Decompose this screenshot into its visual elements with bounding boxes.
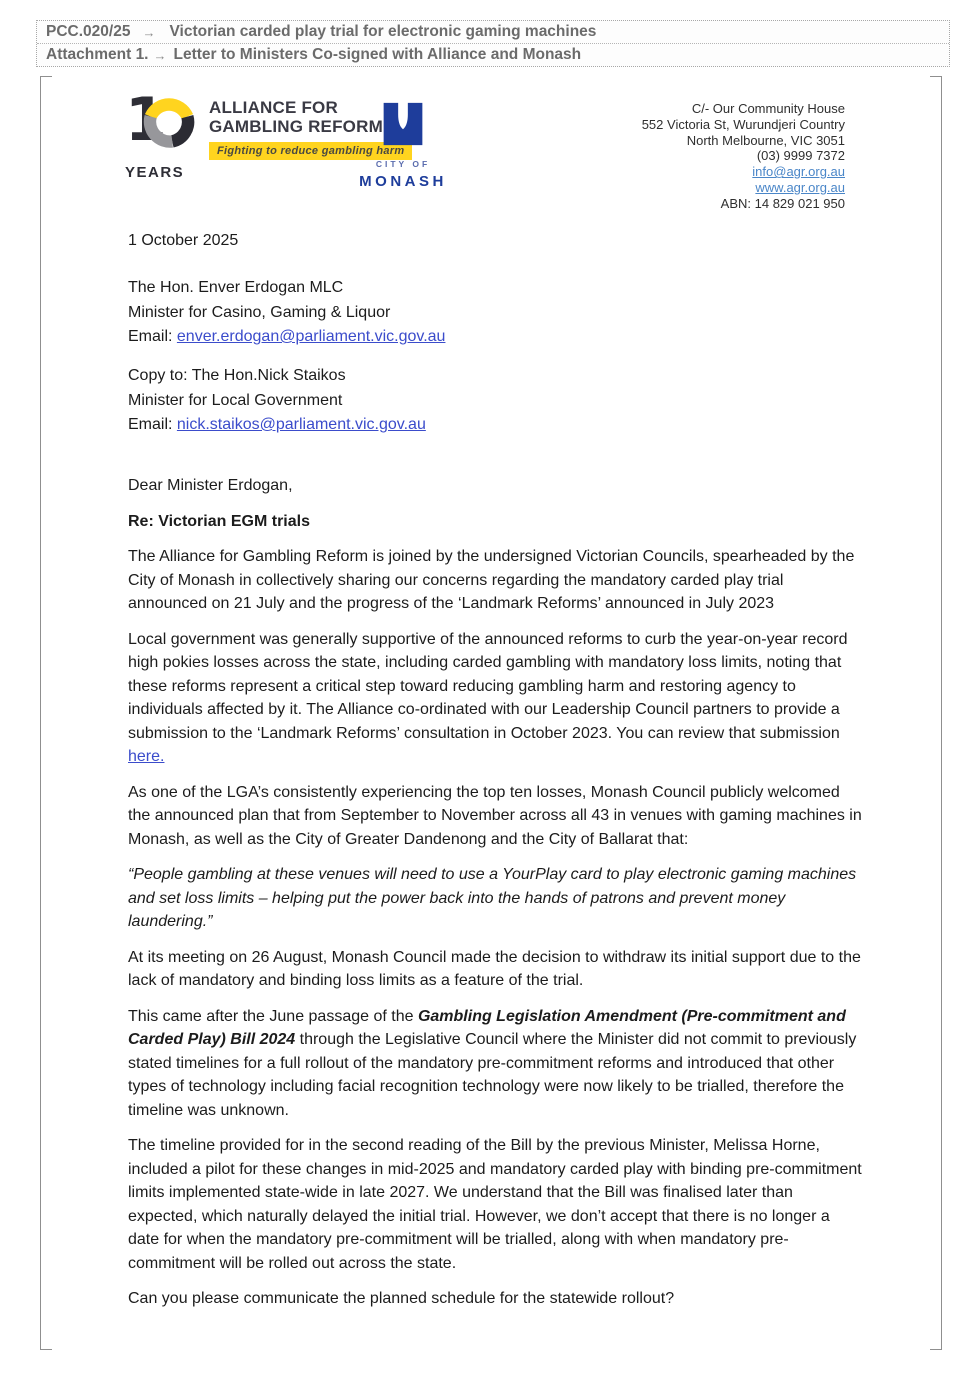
contact-line (642, 180, 845, 196)
contact-line (642, 117, 845, 133)
text-run: (03) 9999 7372 (756, 148, 845, 164)
years-label: YEARS (125, 164, 185, 181)
salutation: Dear Minister Erdogan, (128, 477, 293, 494)
address-line (128, 325, 445, 350)
paragraph (128, 1005, 865, 1123)
org-tagline-banner: Fighting to reduce gambling harm (209, 142, 412, 160)
contact-block (642, 101, 845, 212)
text-run: At its meeting on 26 August, Monash Council made the decision to withdraw its initial support due to the lack of mandatory and binding loss limits as a feature of the trial. (128, 948, 861, 989)
text-run: Can you please communicate the planned schedule for the statewide rollout? (128, 1290, 675, 1307)
link[interactable]: here. (128, 748, 165, 765)
text-run: As one of the LGA’s consistently experiencing the top ten losses, Monash Council publicly welcomed the announced plan that from September to November across all 43 in venues with gaming machines in Monash, as well as the City of Greater Dandenong and the City of Ballarat that: (128, 783, 862, 848)
frame-line-left (40, 76, 41, 1350)
monash-city-of-label: CITY OF (375, 159, 431, 169)
contact-line (642, 133, 845, 149)
text-run: North Melbourne, VIC 3051 (686, 132, 845, 148)
recipient-block (128, 276, 445, 350)
subject-line: Re: Victorian EGM trials (128, 512, 310, 530)
attachment-header-line-1 (37, 21, 949, 44)
text-run: The Alliance for Gambling Reform is joined by the undersigned Victorian Councils, spearheaded by the City of Monash in collectively sharing our concerns regarding the mandatory carded play trial announced on 21 July and the progress of the ‘Landmark Reforms’ announced in July 2023 (128, 548, 855, 612)
quote-paragraph (128, 863, 865, 934)
contact-line (642, 164, 845, 180)
frame-corner-top-left (40, 76, 52, 77)
document-title: Victorian carded play trial for electronic gaming machines (169, 23, 597, 40)
link[interactable]: enver.erdogan@parliament.vic.gov.au (176, 328, 446, 345)
text-run: Minister for Local Government (128, 391, 343, 409)
text-run: Email: (128, 416, 177, 433)
contact-line (642, 196, 845, 212)
contact-line (642, 101, 845, 117)
frame-corner-bottom-left (40, 1349, 52, 1350)
text-run: The Hon. Enver Erdogan MLC (128, 279, 344, 296)
address-line (128, 413, 426, 438)
paragraph (128, 1287, 865, 1311)
link[interactable]: nick.staikos@parliament.vic.gov.au (176, 416, 426, 433)
paragraph (128, 628, 865, 769)
attachment-header-line-2 (37, 44, 949, 66)
address-line (128, 389, 426, 414)
document-reference: PCC.020/25 (46, 23, 131, 40)
paragraph (128, 781, 865, 852)
monash-m-icon (381, 100, 425, 148)
frame-line-right (941, 76, 942, 1350)
text-run: Email: (128, 328, 177, 345)
paragraph (128, 1134, 865, 1275)
address-line (128, 276, 445, 301)
text-run: 552 Victoria St, Wurundjeri Country (641, 116, 845, 132)
text-run: through the Legislative Council where the Minister did not commit to previously stated timelines for a full rollout of the mandatory pre-commitment reforms and introduced that other types of technology including facial recognition technology were now likely to be trialled, therefore the timeline was unknown. (128, 1031, 857, 1119)
frame-corner-top-right (930, 76, 942, 77)
link[interactable]: www.agr.org.au (755, 179, 845, 195)
copy-to-block (128, 364, 426, 438)
attachment-title: Letter to Ministers Co-signed with Alliance and Monash (173, 46, 582, 63)
letter-body (128, 474, 865, 1323)
attachment-reference: Attachment 1. (46, 46, 149, 63)
frame-corner-bottom-right (930, 1349, 942, 1350)
text-run: This came after the June passage of the (128, 1007, 418, 1025)
text-run: The timeline provided for in the second reading of the Bill by the previous Minister, Melissa Horne, included a pilot for these changes in mid-2025 and mandatory carded play with binding pre-commitment limits implemented state-wide in late 2027. We understand that the Bill was finalised later than expected, which naturally delayed the initial trial. However, we don’t accept that there is no longer a date for when the mandatory pre-commitment will be trialled, along with when mandatory pre-commitment will be rolled out across the state. (128, 1137, 862, 1272)
paragraph (128, 545, 865, 616)
city-of-monash-logo (352, 100, 454, 190)
address-line (128, 364, 426, 389)
knot-ring-icon (142, 95, 196, 149)
text-run: Local government was generally supportive of the announced reforms to curb the year-on-year record high pokies losses across the state, including carded gambling with mandatory loss limits, noting that these reforms represent a critical step toward reducing gambling harm and restoring agency to individuals affected by it. The Alliance co-ordinated with our Leadership Council partners to provide a submission to the ‘Landmark Reforms’ consultation in October 2023. You can review that submission (128, 630, 848, 742)
letter-date: 1 October 2025 (128, 232, 239, 249)
monash-name-label: MONASH (359, 173, 447, 190)
text-run: “People gambling at these venues will need to use a YourPlay card to play electronic gaming machines and set loss limits – helping put the power back into the hands of patrons and prevent money laundering.” (128, 866, 857, 930)
attachment-header (36, 20, 950, 67)
text-run: Gambling Legislation Amendment (Pre-commitment and Carded Play) Bill 2024 (128, 1007, 846, 1048)
org-name-line-2: GAMBLING REFORM (209, 117, 383, 136)
contact-line (642, 148, 845, 164)
org-name-line-1: ALLIANCE FOR (209, 98, 338, 117)
link[interactable]: info@agr.org.au (752, 164, 845, 180)
text-run: Minister for Casino, Gaming & Liquor (128, 303, 391, 321)
address-line (128, 301, 445, 326)
text-run: ABN: 14 829 021 950 (720, 195, 845, 211)
paragraph (128, 946, 865, 993)
text-run: C/- Our Community House (691, 101, 845, 116)
tab-arrow-icon: → (153, 47, 167, 63)
tab-arrow-icon: → (142, 24, 156, 40)
text-run: Copy to: The Hon.Nick Staikos (128, 367, 346, 384)
ten-years-digit: 1 (125, 85, 165, 155)
